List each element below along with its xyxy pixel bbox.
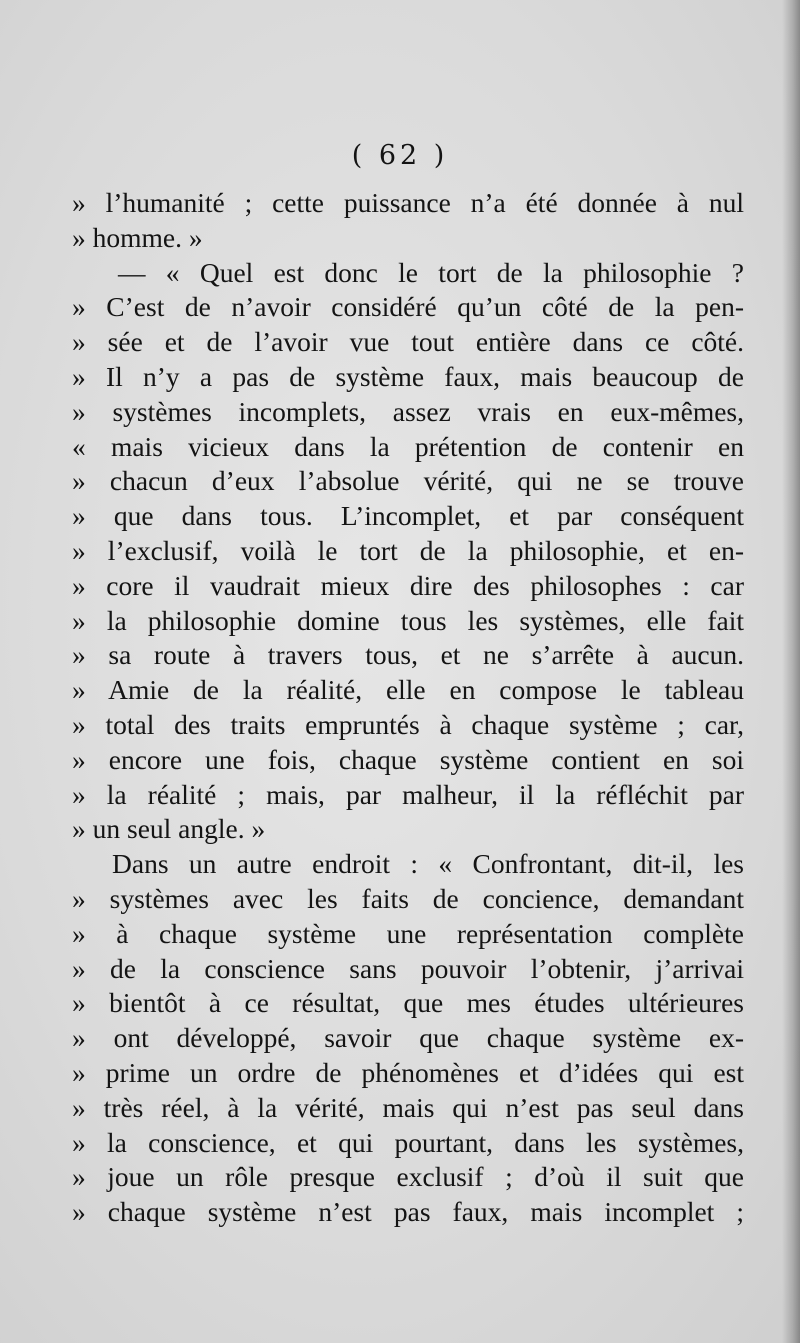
text-line: » l’exclusif, voilà le tort de la philosophie, et en- xyxy=(72,534,744,566)
text-line: » un seul angle. » xyxy=(72,813,266,845)
text-line: « mais vicieux dans la prétention de contenir en xyxy=(72,430,744,462)
text-line: » à chaque système une représentation complète xyxy=(72,917,744,949)
text-line: » ont développé, savoir que chaque système ex- xyxy=(72,1022,744,1054)
text-line: — « Quel est donc le tort de la philosophie ? xyxy=(118,256,744,288)
text-line: » systèmes avec les faits de concience, demandant xyxy=(72,882,744,914)
text-line: Dans un autre endroit : « Confrontant, dit-il, les xyxy=(112,848,744,880)
text-line: » encore une fois, chaque système contient en soi xyxy=(72,743,744,775)
text-line: » que dans tous. L’incomplet, et par conséquent xyxy=(72,500,744,532)
text-line: » Il n’y a pas de système faux, mais beaucoup de xyxy=(72,360,744,392)
text-line: » chacun d’eux l’absolue vérité, qui ne se trouve xyxy=(72,465,744,497)
text-line: » chaque système n’est pas faux, mais incomplet ; xyxy=(72,1196,744,1228)
text-line: » bientôt à ce résultat, que mes études ultérieures xyxy=(72,987,744,1019)
text-line: » l’humanité ; cette puissance n’a été donnée à nul xyxy=(72,187,744,218)
text-line: » très réel, à la vérité, mais qui n’est pas seul dans xyxy=(72,1091,744,1123)
page-number: ( 62 ) xyxy=(351,140,449,171)
text-line: » de la conscience sans pouvoir l’obtenir, j’arrivai xyxy=(72,952,744,984)
text-line: » systèmes incomplets, assez vrais en eux-mêmes, xyxy=(72,395,744,427)
page-edge-shadow xyxy=(782,0,800,1343)
text-line: » homme. » xyxy=(72,221,203,253)
text-line: » la philosophie domine tous les systèmes, elle fait xyxy=(72,604,744,636)
text-line: » Amie de la réalité, elle en compose le tableau xyxy=(72,674,744,706)
text-line: » core il vaudrait mieux dire des philosophes : car xyxy=(72,569,744,601)
text-line: » C’est de n’avoir considéré qu’un côté de la pen- xyxy=(72,291,744,323)
text-line: » total des traits empruntés à chaque système ; car, xyxy=(72,708,744,740)
text-line: » la réalité ; mais, par malheur, il la réfléchit par xyxy=(72,778,744,810)
text-line: » la conscience, et qui pourtant, dans les systèmes, xyxy=(72,1126,744,1158)
body-text xyxy=(72,186,744,1230)
text-line: » sa route à travers tous, et ne s’arrête à aucun. xyxy=(72,639,744,671)
text-line: » prime un ordre de phénomènes et d’idées qui est xyxy=(72,1056,744,1088)
text-line: » joue un rôle presque exclusif ; d’où il suit que xyxy=(72,1161,744,1193)
text-line: » sée et de l’avoir vue tout entière dans ce côté. xyxy=(72,326,744,358)
